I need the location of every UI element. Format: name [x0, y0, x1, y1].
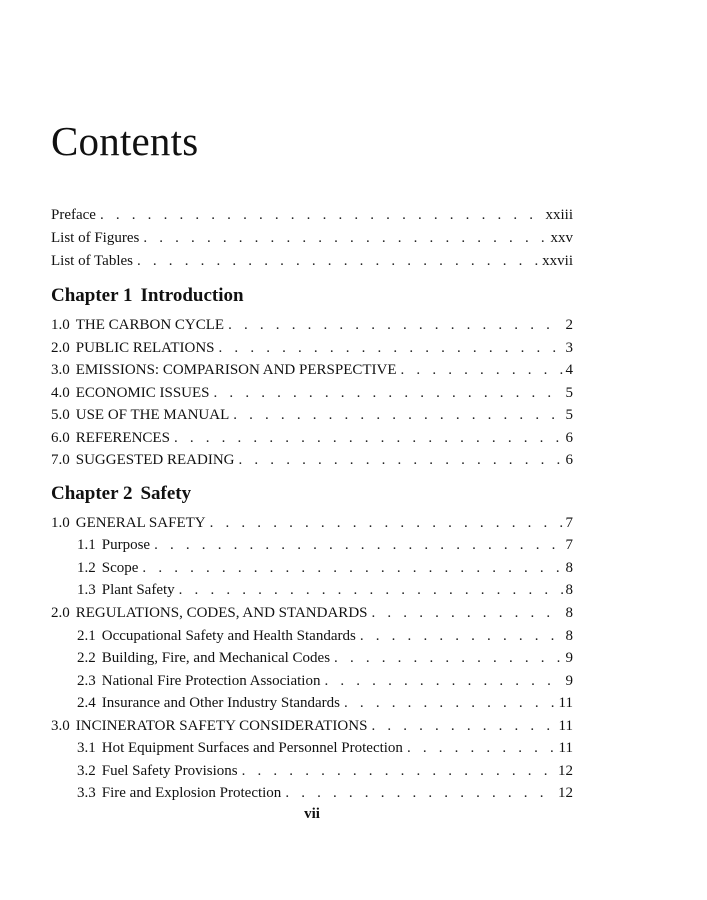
toc-entry-title	[51, 716, 371, 736]
toc-page-number: 8	[565, 582, 573, 598]
toc-entry[interactable]	[51, 383, 573, 403]
dot-leader	[371, 716, 555, 736]
dot-leader	[214, 383, 563, 403]
toc-subentry[interactable]	[77, 761, 573, 781]
toc-page-number: 12	[558, 785, 573, 801]
section-title: Occupational Safety and Health Standards	[101, 628, 356, 644]
toc-entry-title	[77, 783, 285, 803]
dot-leader	[219, 338, 563, 358]
toc-entry-title	[51, 603, 372, 623]
section-number: 3.3	[77, 785, 96, 801]
section-number: 2.2	[77, 650, 96, 666]
toc-page-number: xxv	[550, 230, 573, 246]
dot-leader	[154, 535, 562, 555]
toc-entry[interactable]	[51, 338, 573, 358]
section-title: Fire and Explosion Protection	[101, 785, 282, 801]
toc-entry[interactable]	[51, 450, 573, 470]
section-title: EMISSIONS: COMPARISON AND PERSPECTIVE	[75, 362, 397, 378]
section-number: 3.0	[51, 362, 70, 378]
toc-entry[interactable]	[51, 428, 573, 448]
section-title: USE OF THE MANUAL	[75, 407, 230, 423]
section-title: Hot Equipment Surfaces and Personnel Protection	[101, 740, 403, 756]
dot-leader	[285, 783, 555, 803]
section-title: THE CARBON CYCLE	[75, 317, 225, 333]
toc-page-number: 8	[565, 605, 573, 621]
section-title: GENERAL SAFETY	[75, 515, 206, 531]
dot-leader	[344, 693, 556, 713]
section-number: 5.0	[51, 407, 70, 423]
dot-leader	[401, 360, 563, 380]
toc-entry-title	[51, 405, 233, 425]
dot-leader	[242, 761, 555, 781]
dot-leader	[334, 648, 562, 668]
toc-subentry[interactable]	[77, 783, 573, 803]
section-title: Fuel Safety Provisions	[101, 763, 238, 779]
toc-entry[interactable]	[51, 716, 573, 736]
toc-entry-title: List of Tables	[51, 253, 133, 269]
toc-subentry[interactable]	[77, 738, 573, 758]
toc-page-number: xxvii	[542, 253, 573, 269]
section-title: Insurance and Other Industry Standards	[101, 695, 341, 711]
toc-subentry[interactable]	[77, 535, 573, 555]
dot-leader	[372, 603, 563, 623]
toc-entry[interactable]	[51, 603, 573, 623]
section-number: 2.3	[77, 673, 96, 689]
dot-leader	[174, 428, 563, 448]
dot-leader	[137, 251, 539, 271]
chapter-title: Introduction	[140, 285, 244, 306]
toc-page-number: 11	[558, 695, 573, 711]
toc-page-number: 12	[558, 763, 573, 779]
dot-leader	[179, 580, 563, 600]
section-title: REFERENCES	[75, 430, 170, 446]
section-number: 6.0	[51, 430, 70, 446]
section-title: Plant Safety	[101, 582, 175, 598]
toc-entry[interactable]	[51, 360, 573, 380]
section-number: 3.1	[77, 740, 96, 756]
page-folio: vii	[304, 806, 320, 822]
section-number: 1.1	[77, 537, 96, 553]
toc-entry-title	[77, 535, 154, 555]
toc-entry-list-of-tables[interactable]	[51, 251, 573, 271]
toc-page-number: 3	[565, 340, 573, 356]
dot-leader	[143, 228, 547, 248]
toc-page-number: 5	[565, 385, 573, 401]
toc-page-number: 7	[565, 515, 573, 531]
chapter-number: Chapter 1	[51, 285, 133, 306]
dot-leader	[210, 513, 563, 533]
toc-entry-title	[51, 450, 239, 470]
chapter-1-heading[interactable]	[51, 284, 244, 308]
toc-page-number: 6	[565, 452, 573, 468]
section-number: 2.0	[51, 605, 70, 621]
section-title: REGULATIONS, CODES, AND STANDARDS	[75, 605, 368, 621]
section-title: National Fire Protection Association	[101, 673, 321, 689]
section-title: PUBLIC RELATIONS	[75, 340, 215, 356]
toc-entry-title	[51, 338, 219, 358]
dot-leader	[100, 205, 543, 225]
toc-entry[interactable]	[51, 513, 573, 533]
section-number: 4.0	[51, 385, 70, 401]
toc-page-number: 11	[558, 740, 573, 756]
toc-entry-preface[interactable]	[51, 205, 573, 225]
page-title: Contents	[51, 118, 199, 164]
toc-page-number: 2	[565, 317, 573, 333]
toc-subentry[interactable]	[77, 671, 573, 691]
toc-entry[interactable]	[51, 315, 573, 335]
toc-entry-title	[51, 315, 228, 335]
section-title: Purpose	[101, 537, 151, 553]
toc-entry-title: List of Figures	[51, 230, 140, 246]
chapter-number: Chapter 2	[51, 483, 133, 504]
toc-page-number: 11	[558, 718, 573, 734]
toc-entry-title	[51, 360, 401, 380]
toc-page-number: 8	[565, 628, 573, 644]
toc-page-number: 9	[565, 673, 573, 689]
dot-leader	[407, 738, 556, 758]
toc-page-number: 8	[565, 560, 573, 576]
dot-leader	[228, 315, 562, 335]
toc-entry-title	[51, 513, 210, 533]
dot-leader	[142, 558, 562, 578]
toc-page-number: 7	[565, 537, 573, 553]
toc-entry-title	[51, 428, 174, 448]
toc-entry-title	[77, 761, 242, 781]
toc-subentry[interactable]	[77, 580, 573, 600]
section-number: 1.0	[51, 317, 70, 333]
section-number: 2.4	[77, 695, 96, 711]
dot-leader	[233, 405, 562, 425]
dot-leader	[360, 626, 563, 646]
toc-entry-title: Preface	[51, 207, 96, 223]
toc-subentry[interactable]	[77, 648, 573, 668]
toc-page-number: 6	[565, 430, 573, 446]
section-number: 1.3	[77, 582, 96, 598]
section-number: 3.0	[51, 718, 70, 734]
toc-entry[interactable]	[51, 405, 573, 425]
toc-entry-title	[51, 383, 214, 403]
toc-entry-title	[77, 648, 334, 668]
toc-subentry[interactable]	[77, 558, 573, 578]
section-number: 1.2	[77, 560, 96, 576]
section-number: 2.0	[51, 340, 70, 356]
chapter-title: Safety	[140, 483, 192, 504]
section-title: Scope	[101, 560, 139, 576]
dot-leader	[239, 450, 563, 470]
section-number: 2.1	[77, 628, 96, 644]
toc-entry-list-of-figures[interactable]	[51, 228, 573, 248]
toc-entry-title	[77, 558, 142, 578]
section-title: ECONOMIC ISSUES	[75, 385, 210, 401]
chapter-2-heading[interactable]	[51, 482, 191, 506]
toc-subentry[interactable]	[77, 626, 573, 646]
dot-leader	[324, 671, 562, 691]
toc-entry-title	[77, 738, 407, 758]
section-number: 1.0	[51, 515, 70, 531]
toc-entry-title	[77, 626, 360, 646]
toc-entry-title	[77, 671, 324, 691]
toc-page-number: xxiii	[545, 207, 573, 223]
section-title: INCINERATOR SAFETY CONSIDERATIONS	[75, 718, 368, 734]
section-title: Building, Fire, and Mechanical Codes	[101, 650, 331, 666]
section-number: 7.0	[51, 452, 70, 468]
toc-entry-title	[77, 693, 344, 713]
section-number: 3.2	[77, 763, 96, 779]
toc-page-number: 4	[565, 362, 573, 378]
section-title: SUGGESTED READING	[75, 452, 235, 468]
toc-page-number: 5	[565, 407, 573, 423]
toc-page-number: 9	[565, 650, 573, 666]
toc-entry-title	[77, 580, 179, 600]
toc-subentry[interactable]	[77, 693, 573, 713]
